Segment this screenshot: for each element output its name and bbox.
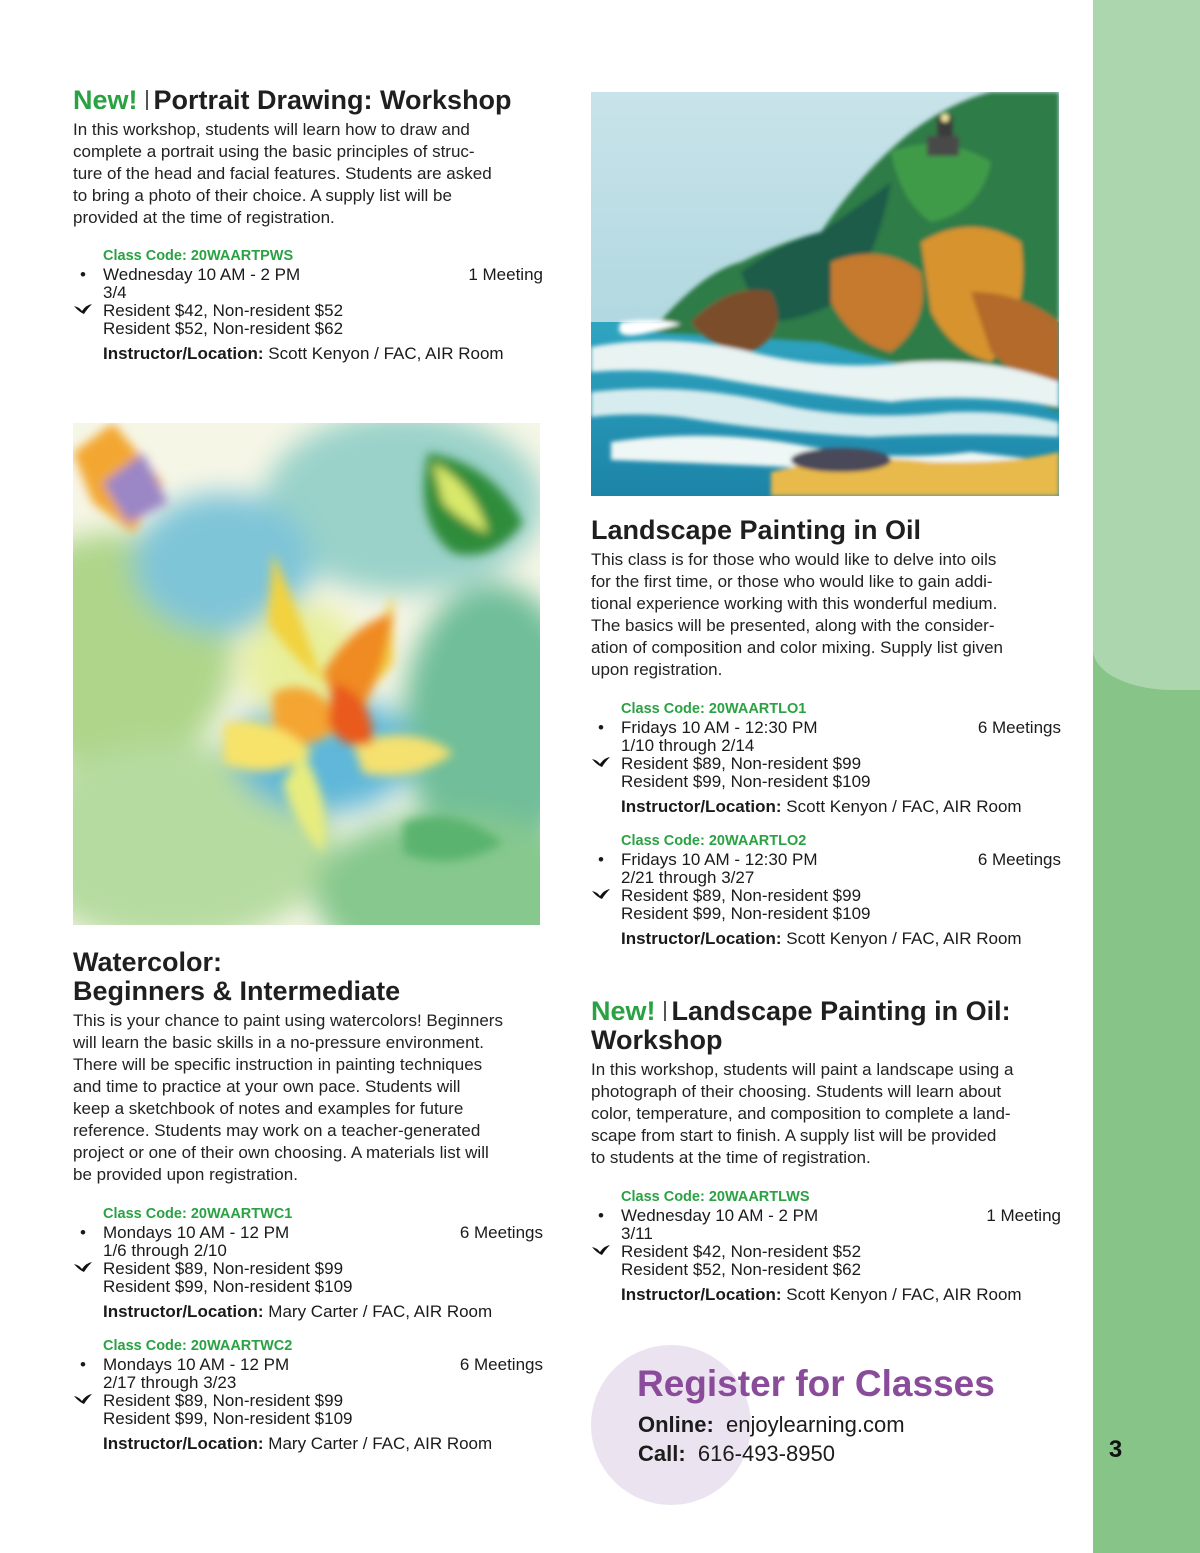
class-day: Fridays 10 AM - 12:30 PM (621, 718, 818, 737)
instructor-value: Scott Kenyon / FAC, AIR Room (786, 797, 1022, 816)
class-dates: 2/21 through 3/27 (621, 868, 755, 887)
fee-resident: Resident $42, Non-resident $52 (103, 301, 344, 320)
meeting-count: 1 Meeting (986, 1206, 1061, 1225)
class-code: Class Code: 20WAARTLWS (621, 1189, 810, 1205)
seascape-oil-image (591, 92, 1059, 496)
fee-row (103, 302, 543, 320)
meeting-count: 6 Meetings (459, 1355, 543, 1374)
landscape-workshop-section (591, 997, 1061, 1305)
watercolor-title-line2: Beginners & Intermediate (73, 976, 401, 1006)
class-code: Class Code: 20WAARTLO2 (621, 833, 807, 849)
schedule-row (598, 850, 1061, 869)
watercolor-title (73, 948, 543, 1006)
desc-line: upon registration. (591, 660, 723, 679)
instructor-label: Instructor/Location: (103, 1302, 264, 1321)
class-code: Class Code: 20WAARTLO1 (621, 701, 807, 717)
instructor-value: Scott Kenyon / FAC, AIR Room (786, 1285, 1022, 1304)
instructor-value: Scott Kenyon / FAC, AIR Room (786, 929, 1022, 948)
bullet-icon: • (598, 718, 604, 737)
instructor-label: Instructor/Location: (103, 344, 264, 363)
page-number: 3 (1108, 1436, 1123, 1463)
class-session (598, 831, 1061, 949)
watercolor-lily-image (73, 423, 540, 925)
schedule-row (598, 1206, 1061, 1225)
new-label: New! (591, 996, 656, 1026)
desc-line: photograph of their choosing. Students will learn about (591, 1082, 1002, 1101)
fee-senior: Resident $99, Non-resident $109 (621, 904, 871, 923)
class-code: Class Code: 20WAARTPWS (103, 248, 294, 264)
desc-line: ture of the head and facial features. Students are asked (73, 164, 492, 183)
class-day: Mondays 10 AM - 12 PM (103, 1223, 290, 1242)
fee-resident: Resident $42, Non-resident $52 (621, 1242, 862, 1261)
portrait-description (73, 119, 543, 229)
bullet-icon: • (598, 850, 604, 869)
bullet-icon: • (80, 265, 86, 284)
desc-line: In this workshop, students will paint a landscape using a (591, 1060, 1014, 1079)
desc-line: to bring a photo of their choice. A supply list will be (73, 186, 452, 205)
online-link[interactable]: enjoylearning.com (726, 1412, 905, 1437)
desc-line: to students at the time of registration. (591, 1148, 871, 1167)
fee-resident: Resident $89, Non-resident $99 (103, 1391, 344, 1410)
watercolor-description (73, 1010, 543, 1186)
register-online (638, 1412, 905, 1438)
fee-row (103, 1392, 543, 1410)
desc-line: reference. Students may work on a teacher-generated (73, 1121, 481, 1140)
fee-resident: Resident $89, Non-resident $99 (103, 1259, 344, 1278)
instructor-value: Scott Kenyon / FAC, AIR Room (268, 344, 504, 363)
watercolor-title-line1: Watercolor: (73, 947, 223, 977)
landscape-workshop-title-line1: Landscape Painting in Oil: (671, 996, 1011, 1026)
landscape-description (591, 549, 1061, 681)
portrait-title (73, 86, 543, 115)
desc-line: keep a sketchbook of notes and examples for future (73, 1099, 464, 1118)
desc-line: color, temperature, and composition to complete a land- (591, 1104, 1011, 1123)
bird-icon (73, 1260, 93, 1278)
instructor-label: Instructor/Location: (621, 797, 782, 816)
fee-senior: Resident $99, Non-resident $109 (103, 1277, 353, 1296)
bullet-icon: • (598, 1206, 604, 1225)
class-session (598, 699, 1061, 817)
fee-row (103, 1260, 543, 1278)
instructor-label: Instructor/Location: (103, 1434, 264, 1453)
fee-senior: Resident $99, Non-resident $109 (621, 772, 871, 791)
desc-line: complete a portrait using the basic principles of struc- (73, 142, 475, 161)
class-session (80, 246, 543, 364)
landscape-title: Landscape Painting in Oil (591, 515, 922, 545)
title-separator (146, 90, 148, 110)
register-title: Register for Classes (637, 1363, 995, 1404)
bullet-icon: • (80, 1355, 86, 1374)
desc-line: will learn the basic skills in a no-pressure environment. (73, 1033, 485, 1052)
desc-line: and time to practice at your own pace. Students will (73, 1077, 461, 1096)
class-dates: 3/11 (621, 1224, 653, 1243)
desc-line: project or one of their own choosing. A materials list will (73, 1143, 489, 1162)
class-session (80, 1204, 543, 1322)
landscape-workshop-title (591, 997, 1061, 1055)
instructor-location (621, 797, 1061, 817)
portrait-title-text: Portrait Drawing: Workshop (153, 85, 512, 115)
bird-icon (591, 755, 611, 773)
title-separator (664, 1001, 666, 1021)
instructor-value: Mary Carter / FAC, AIR Room (268, 1302, 493, 1321)
desc-line: tional experience working with this wonderful medium. (591, 594, 998, 613)
class-dates: 2/17 through 3/23 (103, 1373, 237, 1392)
fee-row (621, 755, 1061, 773)
class-code: Class Code: 20WAARTWC2 (103, 1338, 293, 1354)
meeting-count: 6 Meetings (977, 718, 1061, 737)
bird-icon (73, 302, 93, 320)
bird-icon (591, 1243, 611, 1261)
instructor-location (103, 1434, 543, 1454)
desc-line: ation of composition and color mixing. Supply list given (591, 638, 1003, 657)
fee-row (621, 1243, 1061, 1261)
class-day: Mondays 10 AM - 12 PM (103, 1355, 290, 1374)
fee-row (621, 887, 1061, 905)
class-dates: 3/4 (103, 283, 127, 302)
register-call (638, 1441, 835, 1467)
watercolor-section (73, 948, 543, 1454)
fee-senior: Resident $52, Non-resident $62 (103, 319, 344, 338)
register-callout (591, 1345, 1051, 1505)
desc-line: There will be specific instruction in painting techniques (73, 1055, 483, 1074)
landscape-workshop-description (591, 1059, 1061, 1169)
desc-line: scape from start to finish. A supply list will be provided (591, 1126, 997, 1145)
instructor-location (103, 1302, 543, 1322)
class-day: Wednesday 10 AM - 2 PM (621, 1206, 819, 1225)
instructor-value: Mary Carter / FAC, AIR Room (268, 1434, 493, 1453)
online-label: Online: (638, 1412, 714, 1437)
schedule-row (598, 718, 1061, 737)
class-day: Wednesday 10 AM - 2 PM (103, 265, 301, 284)
landscape-workshop-title-line2: Workshop (591, 1025, 723, 1055)
class-session (80, 1336, 543, 1454)
sidebar-decoration (1093, 0, 1200, 1553)
instructor-label: Instructor/Location: (621, 929, 782, 948)
phone-number[interactable]: 616-493-8950 (697, 1441, 835, 1466)
fee-senior: Resident $52, Non-resident $62 (621, 1260, 862, 1279)
meeting-count: 6 Meetings (977, 850, 1061, 869)
desc-line: This is your chance to paint using watercolors! Beginners (73, 1011, 503, 1030)
landscape-section (591, 516, 1061, 949)
class-dates: 1/6 through 2/10 (103, 1241, 227, 1260)
desc-line: This class is for those who would like to delve into oils (591, 550, 997, 569)
desc-line: be provided upon registration. (73, 1165, 298, 1184)
desc-line: for the first time, or those who would like to gain addi- (591, 572, 993, 591)
class-code: Class Code: 20WAARTWC1 (103, 1206, 293, 1222)
bullet-icon: • (80, 1223, 86, 1242)
instructor-label: Instructor/Location: (621, 1285, 782, 1304)
instructor-location (621, 1285, 1061, 1305)
schedule-row (80, 1223, 543, 1242)
fee-senior: Resident $99, Non-resident $109 (103, 1409, 353, 1428)
desc-line: The basics will be presented, along with the consider- (591, 616, 995, 635)
class-dates: 1/10 through 2/14 (621, 736, 755, 755)
bird-icon (591, 887, 611, 905)
schedule-row (80, 265, 543, 284)
class-session (598, 1187, 1061, 1305)
instructor-location (621, 929, 1061, 949)
bird-icon (73, 1392, 93, 1410)
sidebar-light-band (1093, 0, 1200, 690)
fee-resident: Resident $89, Non-resident $99 (621, 886, 862, 905)
meeting-count: 1 Meeting (468, 265, 543, 284)
meeting-count: 6 Meetings (459, 1223, 543, 1242)
call-label: Call: (638, 1441, 686, 1466)
new-label: New! (73, 85, 138, 115)
fee-resident: Resident $89, Non-resident $99 (621, 754, 862, 773)
portrait-section (73, 86, 543, 364)
desc-line: provided at the time of registration. (73, 208, 335, 227)
instructor-location (103, 344, 543, 364)
desc-line: In this workshop, students will learn how to draw and (73, 120, 470, 139)
schedule-row (80, 1355, 543, 1374)
class-day: Fridays 10 AM - 12:30 PM (621, 850, 818, 869)
